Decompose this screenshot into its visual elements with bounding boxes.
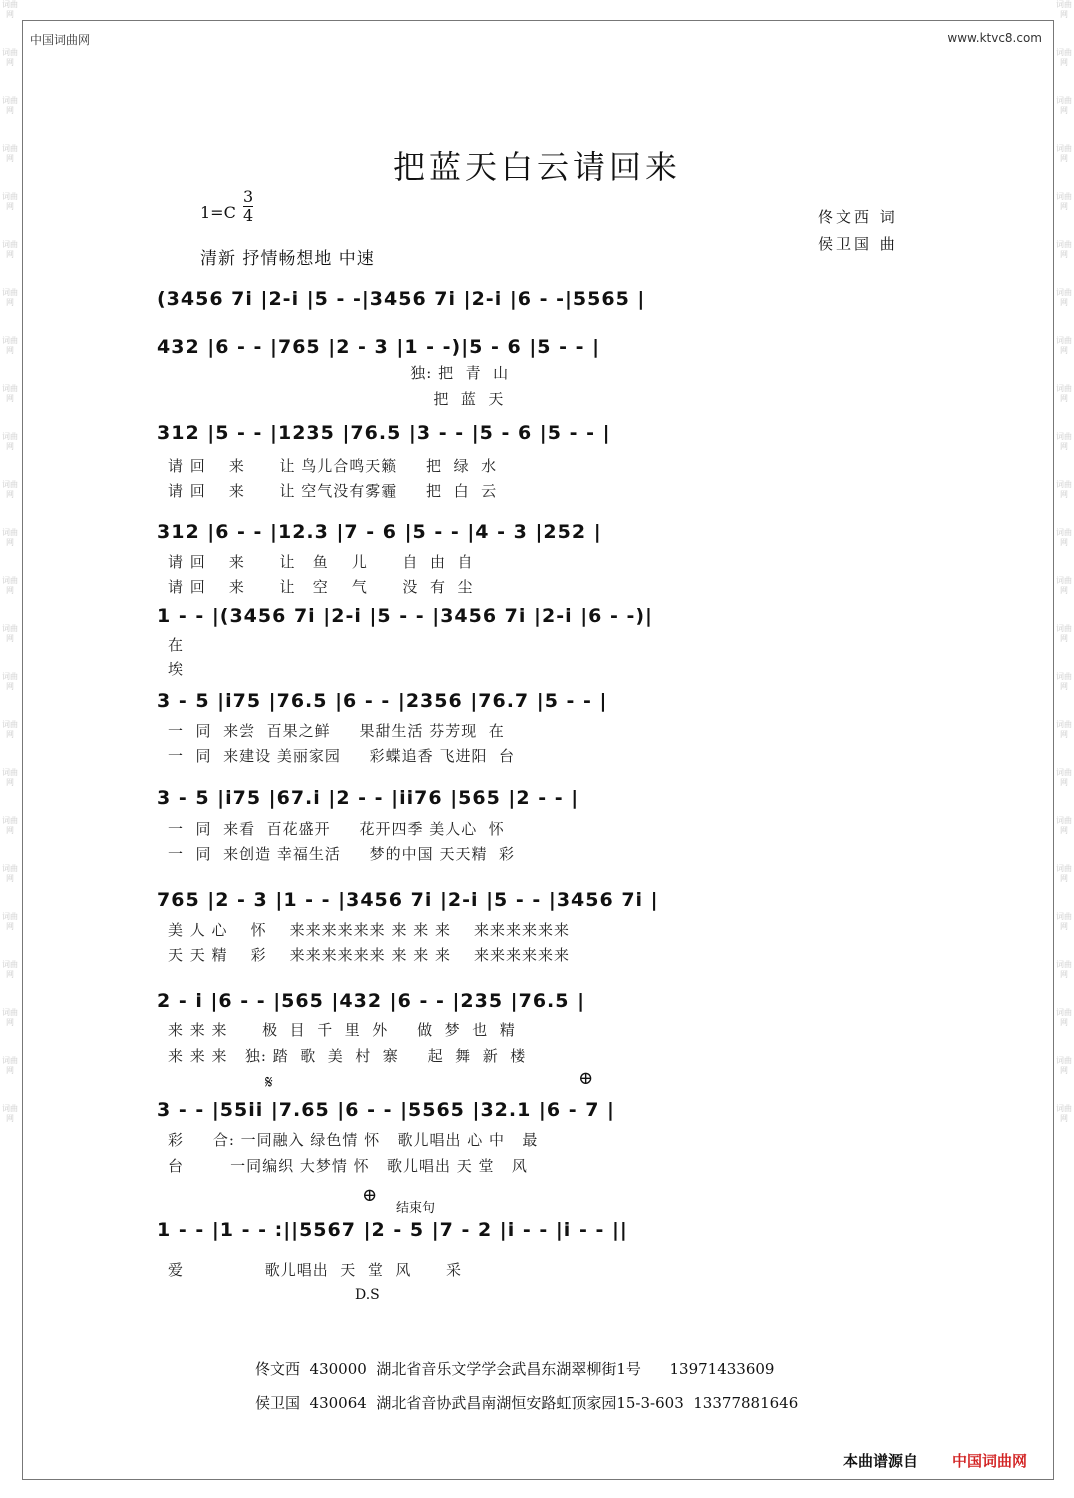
lyric-line: 台 一同编织 大梦情 怀 歌儿唱出 天 堂 风 <box>168 1157 528 1175</box>
segno-mark: 𝄋 <box>265 1072 273 1093</box>
lyric-line: 请 回 来 让 空 气 没 有 尘 <box>168 578 474 596</box>
side-watermark-right: 词曲网 词曲网 词曲网 词曲网 词曲网 词曲网 词曲网 词曲网 词曲网 词曲网 词曲网 词曲网 词曲网 词曲网 词曲网 词曲网 词曲网 词曲网 词曲网 词曲网 词曲网 词曲网 词曲网 词曲网 <box>1056 0 1072 1123</box>
lyric-line: 请 回 来 让 鱼 儿 自 由 自 <box>168 553 474 571</box>
lyric-line: 爱 歌儿唱出 天 堂 风 采 <box>168 1261 462 1279</box>
coda-mark: ⊕ <box>578 1068 594 1089</box>
notation-system-6: 3 - 5 |i75 |76.5 |6 - - |2356 |76.7 |5 - - | <box>157 690 608 712</box>
lyric-line: 天 天 精 彩 来来来来来来 来 来 来 来来来来来来 <box>168 946 571 964</box>
notation-system-3: 312 |5 - - |1235 |76.5 |3 - - |5 - 6 |5 - - | <box>157 422 611 444</box>
lyric-line: 在 <box>168 636 185 654</box>
time-signature-bottom: 4 <box>243 206 254 225</box>
lyric-line: 一 同 来看 百花盛开 花开四季 美人心 怀 <box>168 820 505 838</box>
lyric-line: 一 同 来创造 幸福生活 梦的中国 天天精 彩 <box>168 845 515 863</box>
lyric-line: 来 来 来 独: 踏 歌 美 村 寨 起 舞 新 楼 <box>168 1047 527 1065</box>
notation-system-5: 1 - - |(3456 7i |2-i |5 - - |3456 7i |2-i |6 - -)| <box>157 605 653 627</box>
footer-source-label: 本曲谱源自 <box>843 1452 919 1470</box>
lyric-line: 美 人 心 怀 来来来来来来 来 来 来 来来来来来来 <box>168 921 571 939</box>
contact-line-composer: 侯卫国 430064 湖北省音协武昌南湖恒安路虹顶家园15-3-603 13377881646 <box>255 1394 799 1412</box>
song-title: 把蓝天白云请回来 <box>392 148 681 186</box>
key-signature: 1=C <box>200 203 236 222</box>
lyric-line: 请 回 来 让 鸟儿合鸣天籁 把 绿 水 <box>168 457 498 475</box>
notation-system-4: 312 |6 - - |12.3 |7 - 6 |5 - - |4 - 3 |252 | <box>157 521 602 543</box>
notation-system-10: 3 - - |55ii |7.65 |6 - - |5565 |32.1 |6 - 7 | <box>157 1099 615 1121</box>
lyric-line: 来 来 来 极 目 千 里 外 做 梦 也 精 <box>168 1021 516 1039</box>
contact-line-lyricist: 佟文西 430000 湖北省音乐文学学会武昌东湖翠柳街1号 13971433609 <box>255 1360 775 1378</box>
lyric-line: 埃 <box>168 660 185 678</box>
lyric-line: 一 同 来建设 美丽家园 彩蝶追香 飞进阳 台 <box>168 747 515 765</box>
composer-credit: 侯卫国 曲 <box>818 235 898 253</box>
time-signature <box>243 188 253 225</box>
lyric-line: 一 同 来尝 百果之鲜 果甜生活 芬芳现 在 <box>168 722 505 740</box>
header-site-left[interactable]: 中国词曲网 <box>30 33 91 47</box>
lyricist-credit: 佟文西 词 <box>818 208 898 226</box>
notation-system-11: 1 - - |1 - - :||5567 |2 - 5 |7 - 2 |i - - |i - - || <box>157 1219 628 1241</box>
lyric-line: 把 蓝 天 <box>168 390 505 408</box>
lyric-line: 彩 合: 一同融入 绿色情 怀 歌儿唱出 心 中 最 <box>168 1131 539 1149</box>
notation-system-2: 432 |6 - - |765 |2 - 3 |1 - -)|5 - 6 |5 - - | <box>157 336 601 358</box>
coda-mark: ⊕ <box>362 1185 378 1206</box>
notation-system-1: (3456 7i |2-i |5 - -|3456 7i |2-i |6 - -|5565 | <box>157 288 646 310</box>
ending-label: 结束句 <box>396 1201 436 1216</box>
lyric-line: 请 回 来 让 空气没有雾霾 把 白 云 <box>168 482 498 500</box>
footer-source-site[interactable]: 中国词曲网 <box>952 1452 1028 1470</box>
notation-system-7: 3 - 5 |i75 |67.i |2 - - |ii76 |565 |2 - - | <box>157 787 580 809</box>
notation-system-8: 765 |2 - 3 |1 - - |3456 7i |2-i |5 - - |3456 7i | <box>157 889 659 911</box>
header-site-right[interactable]: www.ktvc8.com <box>947 31 1042 45</box>
lyric-line: 独: 把 青 山 <box>168 364 510 382</box>
ds-mark: D.S <box>355 1287 380 1303</box>
tempo-marking: 清新 抒情畅想地 中速 <box>200 249 375 269</box>
time-signature-top: 3 <box>243 187 254 206</box>
side-watermark-left: 词曲网 词曲网 词曲网 词曲网 词曲网 词曲网 词曲网 词曲网 词曲网 词曲网 词曲网 词曲网 词曲网 词曲网 词曲网 词曲网 词曲网 词曲网 词曲网 词曲网 词曲网 词曲网 词曲网 词曲网 <box>2 0 18 1123</box>
notation-system-9: 2 - i |6 - - |565 |432 |6 - - |235 |76.5 | <box>157 990 586 1012</box>
